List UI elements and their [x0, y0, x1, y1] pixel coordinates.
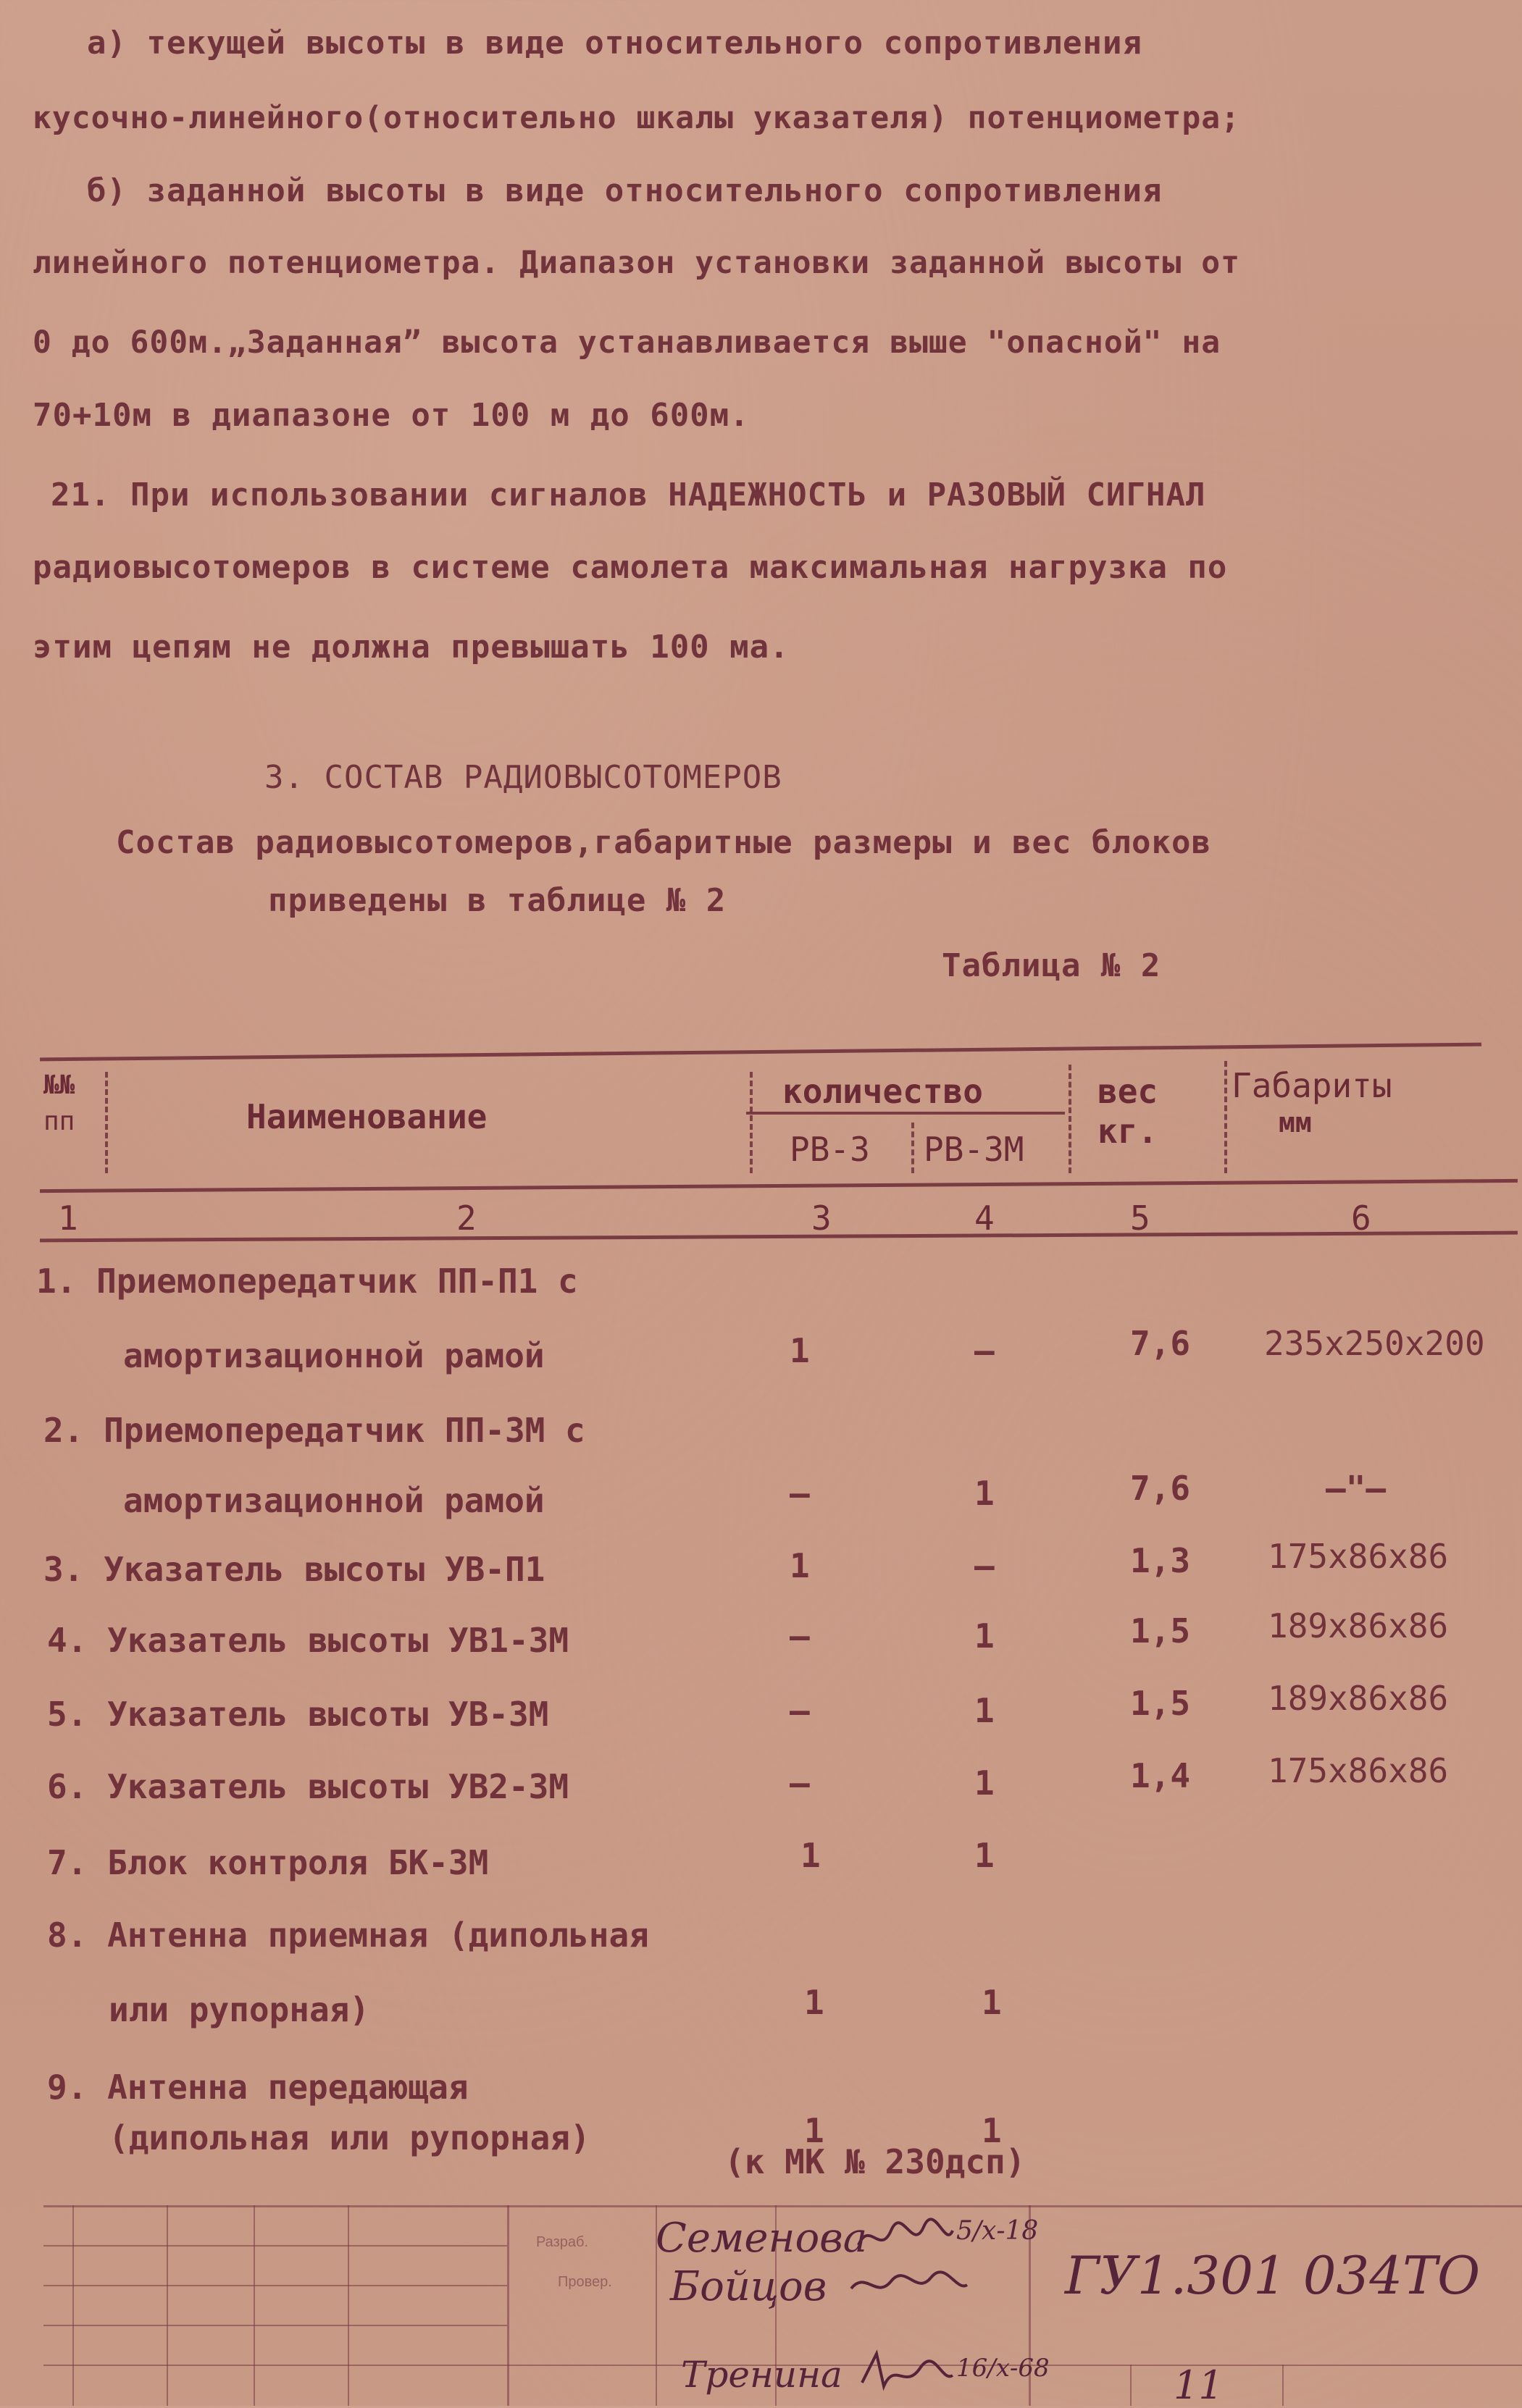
header-divider	[911, 1123, 917, 1173]
table-row-name: 2. Приемопередатчик ПП-3М с	[43, 1411, 585, 1450]
stamp-grid-line	[507, 2205, 509, 2406]
table-caption: Таблица № 2	[942, 947, 1161, 984]
header-weight: кг.	[1097, 1112, 1158, 1151]
table-cell-rv3: 1	[790, 1331, 810, 1370]
header-quantity: количество	[782, 1072, 983, 1111]
stamp-role: Разраб.	[536, 2234, 589, 2250]
table-footnote: (к МК № 230дсп)	[724, 2142, 1026, 2181]
signature-scribble	[855, 2346, 956, 2397]
text-line: б) заданной высоты в виде относительного сопротивления	[87, 172, 1163, 209]
table-top-rule	[40, 1043, 1481, 1062]
table-cell-weight: 1,5	[1130, 1684, 1191, 1723]
header-divider	[1224, 1061, 1230, 1173]
stamp-border-top	[43, 2205, 1522, 2207]
signature-name: Семенова	[656, 2215, 868, 2262]
header-name: Наименование	[246, 1097, 488, 1136]
table-cell-rv3: –	[790, 1474, 810, 1513]
header-dimensions: мм	[1279, 1107, 1312, 1138]
header-bottom-rule	[40, 1179, 1518, 1193]
header-weight: вес	[1097, 1072, 1158, 1111]
table-cell-dims: 189x86x86	[1268, 1679, 1449, 1718]
signature-name: Бойцов	[670, 2263, 827, 2310]
stamp-role: Провер.	[558, 2274, 612, 2290]
table-cell-rv3: –	[790, 1691, 810, 1730]
table-row-name: 1. Приемопередатчик ПП-П1 с	[36, 1262, 578, 1301]
table-cell-dims: –"–	[1326, 1469, 1387, 1508]
signature-name: Тренина	[681, 2354, 842, 2396]
column-number: 6	[1351, 1199, 1371, 1238]
column-number: 3	[811, 1199, 832, 1238]
stamp-grid-line	[72, 2205, 74, 2406]
stamp-grid-line	[1282, 2365, 1284, 2406]
text-line: линейного потенциометра. Диапазон установки заданной высоты от	[33, 245, 1241, 281]
table-row-name: 6. Указатель высоты УВ2-3М	[47, 1767, 569, 1806]
table-row-name: 8. Антенна приемная (дипольная	[47, 1916, 649, 1955]
table-row-name: или рупорная)	[109, 1990, 370, 2029]
stamp-grid-line	[167, 2205, 168, 2406]
table-cell-rv3m: 1	[974, 1691, 995, 1730]
header-rv3m: РВ-3М	[924, 1130, 1024, 1169]
table-cell-rv3m: 1	[982, 2111, 1002, 2150]
table-cell-rv3m: 1	[974, 1836, 995, 1875]
table-cell-dims: 175x86x86	[1268, 1751, 1449, 1790]
header-num: №№	[43, 1070, 75, 1100]
header-num: пп	[43, 1107, 75, 1136]
text-line: 70+10м в диапазоне от 100 м до 600м.	[33, 397, 750, 434]
stamp-grid-line	[43, 2245, 507, 2247]
header-divider	[105, 1072, 111, 1173]
header-rv3: РВ-3	[790, 1130, 870, 1169]
text-line: а) текущей высоты в виде относительного сопротивления	[87, 25, 1142, 62]
table-row-name: 4. Указатель высоты УВ1-3М	[47, 1621, 569, 1660]
stamp-grid-line	[348, 2205, 349, 2406]
stamp-grid-line	[43, 2285, 507, 2286]
table-cell-rv3: 1	[800, 1836, 821, 1875]
table-row-name: 9. Антенна передающая	[47, 2068, 469, 2107]
text-line: кусочно-линейного(относительно шкалы указателя) потенциометра;	[33, 100, 1241, 136]
table-cell-weight: 7,6	[1130, 1469, 1191, 1508]
table-row-name: 5. Указатель высоты УВ-3М	[47, 1695, 549, 1734]
table-row-name: амортизационной рамой	[123, 1336, 545, 1375]
text-line: радиовысотомеров в системе самолета максимальная нагрузка по	[33, 549, 1228, 586]
signature-scribble	[848, 2263, 971, 2307]
qty-underline	[746, 1112, 1065, 1115]
table-row-name: (дипольная или рупорная)	[109, 2118, 590, 2157]
section-intro: Состав радиовысотомеров,габаритные размеры и вес блоков	[116, 824, 1211, 861]
signature-scribble	[855, 2216, 956, 2260]
column-number: 1	[58, 1199, 78, 1238]
table-cell-rv3m: 1	[974, 1763, 995, 1803]
table-cell-rv3m: 1	[974, 1616, 995, 1656]
stamp-grid-line	[1130, 2365, 1132, 2406]
table-cell-rv3m: –	[974, 1546, 995, 1585]
stamp-grid-line	[254, 2205, 255, 2406]
table-cell-rv3: –	[790, 1763, 810, 1803]
text-line: 21. При использовании сигналов НАДЕЖНОСТЬ и РАЗОВЫЙ СИГНАЛ	[51, 477, 1206, 513]
column-number: 4	[974, 1199, 995, 1238]
table-cell-rv3: 1	[804, 2111, 824, 2150]
table-cell-dims: 189x86x86	[1268, 1606, 1449, 1645]
col-number-rule	[40, 1231, 1518, 1243]
section-intro: приведены в таблице № 2	[268, 882, 727, 919]
header-divider	[750, 1072, 756, 1173]
table-cell-dims: 235x250x200	[1264, 1324, 1485, 1363]
table-cell-weight: 7,6	[1130, 1324, 1191, 1363]
table-cell-weight: 1,5	[1130, 1611, 1191, 1650]
table-cell-weight: 1,4	[1130, 1756, 1191, 1795]
text-line: этим цепям не должна превышать 100 ма.	[33, 629, 790, 666]
signature-date: 5/х-18	[956, 2216, 1039, 2246]
stamp-grid-line	[43, 2325, 507, 2326]
table-cell-rv3: 1	[790, 1546, 810, 1585]
table-cell-rv3m: –	[974, 1331, 995, 1370]
header-divider	[1069, 1065, 1074, 1173]
table-cell-rv3m: 1	[974, 1474, 995, 1513]
text-line: 0 до 600м.„Заданная” высота устанавливается выше "опасной" на	[33, 324, 1221, 361]
page-number: 11	[1174, 2362, 1224, 2408]
table-cell-rv3: –	[790, 1616, 810, 1656]
signature-date: 16/х-68	[956, 2354, 1050, 2383]
table-cell-dims: 175x86x86	[1268, 1537, 1449, 1576]
table-cell-weight: 1,3	[1130, 1541, 1191, 1580]
table-row-name: 3. Указатель высоты УВ-П1	[43, 1550, 545, 1589]
column-number: 5	[1130, 1199, 1150, 1238]
table-row-name: 7. Блок контроля БК-3М	[47, 1843, 489, 1882]
table-cell-rv3m: 1	[982, 1983, 1002, 2022]
table-row-name: амортизационной рамой	[123, 1481, 545, 1520]
document-code: ГУ1.301 034ТО	[1065, 2245, 1481, 2306]
header-dimensions: Габариты	[1232, 1066, 1392, 1105]
section-heading: 3. СОСТАВ РАДИОВЫСОТОМЕРОВ	[264, 759, 782, 796]
table-cell-rv3: 1	[804, 1983, 824, 2022]
column-number: 2	[456, 1199, 477, 1238]
